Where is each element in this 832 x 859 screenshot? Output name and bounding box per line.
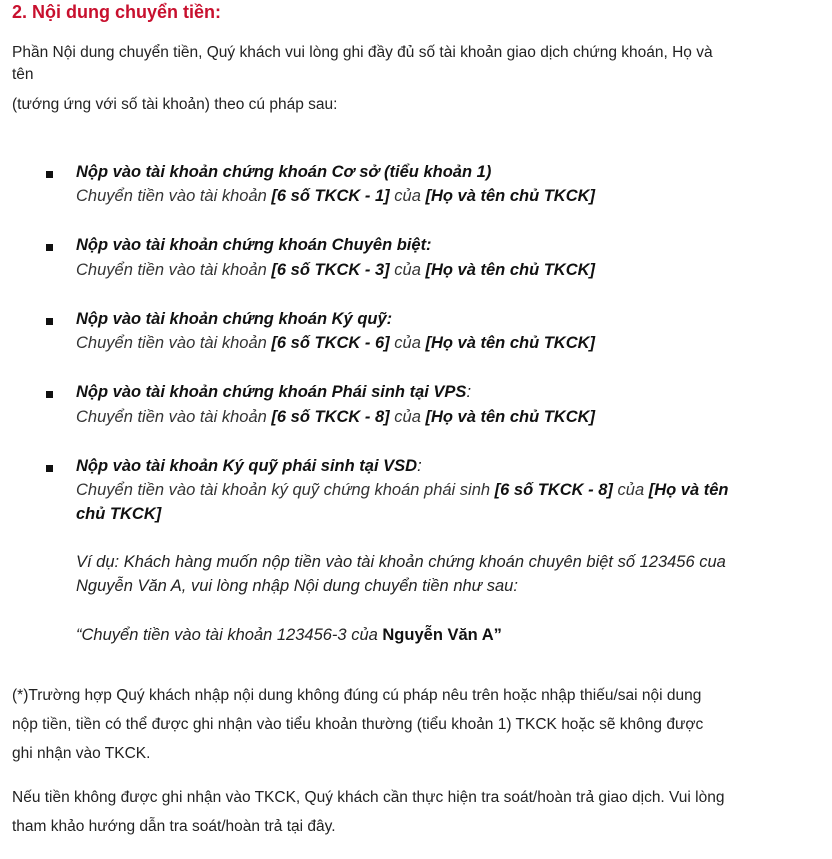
item-detail-ky-quy: Chuyển tiền vào tài khoản [6 số TKCK - 6] của [Họ và tên chủ TKCK] [76, 334, 596, 352]
footer-line-1: Nếu tiền không được ghi nhận vào TKCK, Quý khách cần thực hiện tra soát/hoàn trả giao dịch. Vui lòng [12, 789, 725, 806]
item-title-ky-quy: Nộp vào tài khoản chứng khoán Ký quỹ: [76, 310, 393, 328]
item-detail-chuyen-biet: Chuyển tiền vào tài khoản [6 số TKCK - 3] của [Họ và tên chủ TKCK] [76, 261, 596, 279]
item-title-chuyen-biet: Nộp vào tài khoản chứng khoán Chuyên biệt: [76, 236, 432, 254]
item-title-ky-quy-vsd: Nộp vào tài khoản Ký quỹ phái sinh tại VSD: [76, 457, 422, 475]
intro-line-2: tên [12, 66, 34, 83]
item-title-phai-sinh-vps: Nộp vào tài khoản chứng khoán Phái sinh tại VPS: [76, 383, 472, 401]
note-line-2: nộp tiền, tiền có thể được ghi nhận vào tiểu khoản thường (tiểu khoản 1) TKCK hoặc sẽ không được [12, 716, 704, 733]
note-line-3: ghi nhận vào TKCK. [12, 745, 151, 762]
note-line-1: (*)Trường hợp Quý khách nhập nội dung không đúng cú pháp nêu trên hoặc nhập thiếu/sai nội dung [12, 687, 702, 704]
section-heading: 2. Nội dung chuyển tiền: [12, 2, 222, 22]
item-detail-ky-quy-vsd-line-2: chủ TKCK] [76, 505, 162, 523]
intro-line-3: (tướng ứng với số tài khoản) theo cú pháp sau: [12, 96, 338, 113]
item-detail-phai-sinh-vps: Chuyển tiền vào tài khoản [6 số TKCK - 8] của [Họ và tên chủ TKCK] [76, 408, 596, 426]
item-detail-ky-quy-vsd-line-1: Chuyển tiền vào tài khoản ký quỹ chứng khoán phái sinh [6 số TKCK - 8] của [Họ và tên [76, 481, 729, 499]
item-title-co-so: Nộp vào tài khoản chứng khoán Cơ sở (tiểu khoản 1) [76, 163, 492, 181]
example-line-2: Nguyễn Văn A, vui lòng nhập Nội dung chuyển tiền như sau: [76, 577, 518, 595]
bullet-icon [46, 244, 53, 251]
bullet-icon [46, 171, 53, 178]
item-detail-co-so: Chuyển tiền vào tài khoản [6 số TKCK - 1] của [Họ và tên chủ TKCK] [76, 187, 596, 205]
footer-line-2: tham khảo hướng dẫn tra soát/hoàn trả tại đây. [12, 818, 336, 835]
intro-line-1: Phần Nội dung chuyển tiền, Quý khách vui lòng ghi đầy đủ số tài khoản giao dịch chứng khoán, Họ và [12, 44, 713, 61]
bullet-icon [46, 465, 53, 472]
bullet-icon [46, 391, 53, 398]
example-quote: “Chuyển tiền vào tài khoản 123456-3 của Nguyễn Văn A” [76, 626, 502, 644]
example-line-1: Ví dụ: Khách hàng muốn nộp tiền vào tài khoản chứng khoán chuyên biệt số 123456 cua [76, 553, 726, 571]
bullet-icon [46, 318, 53, 325]
